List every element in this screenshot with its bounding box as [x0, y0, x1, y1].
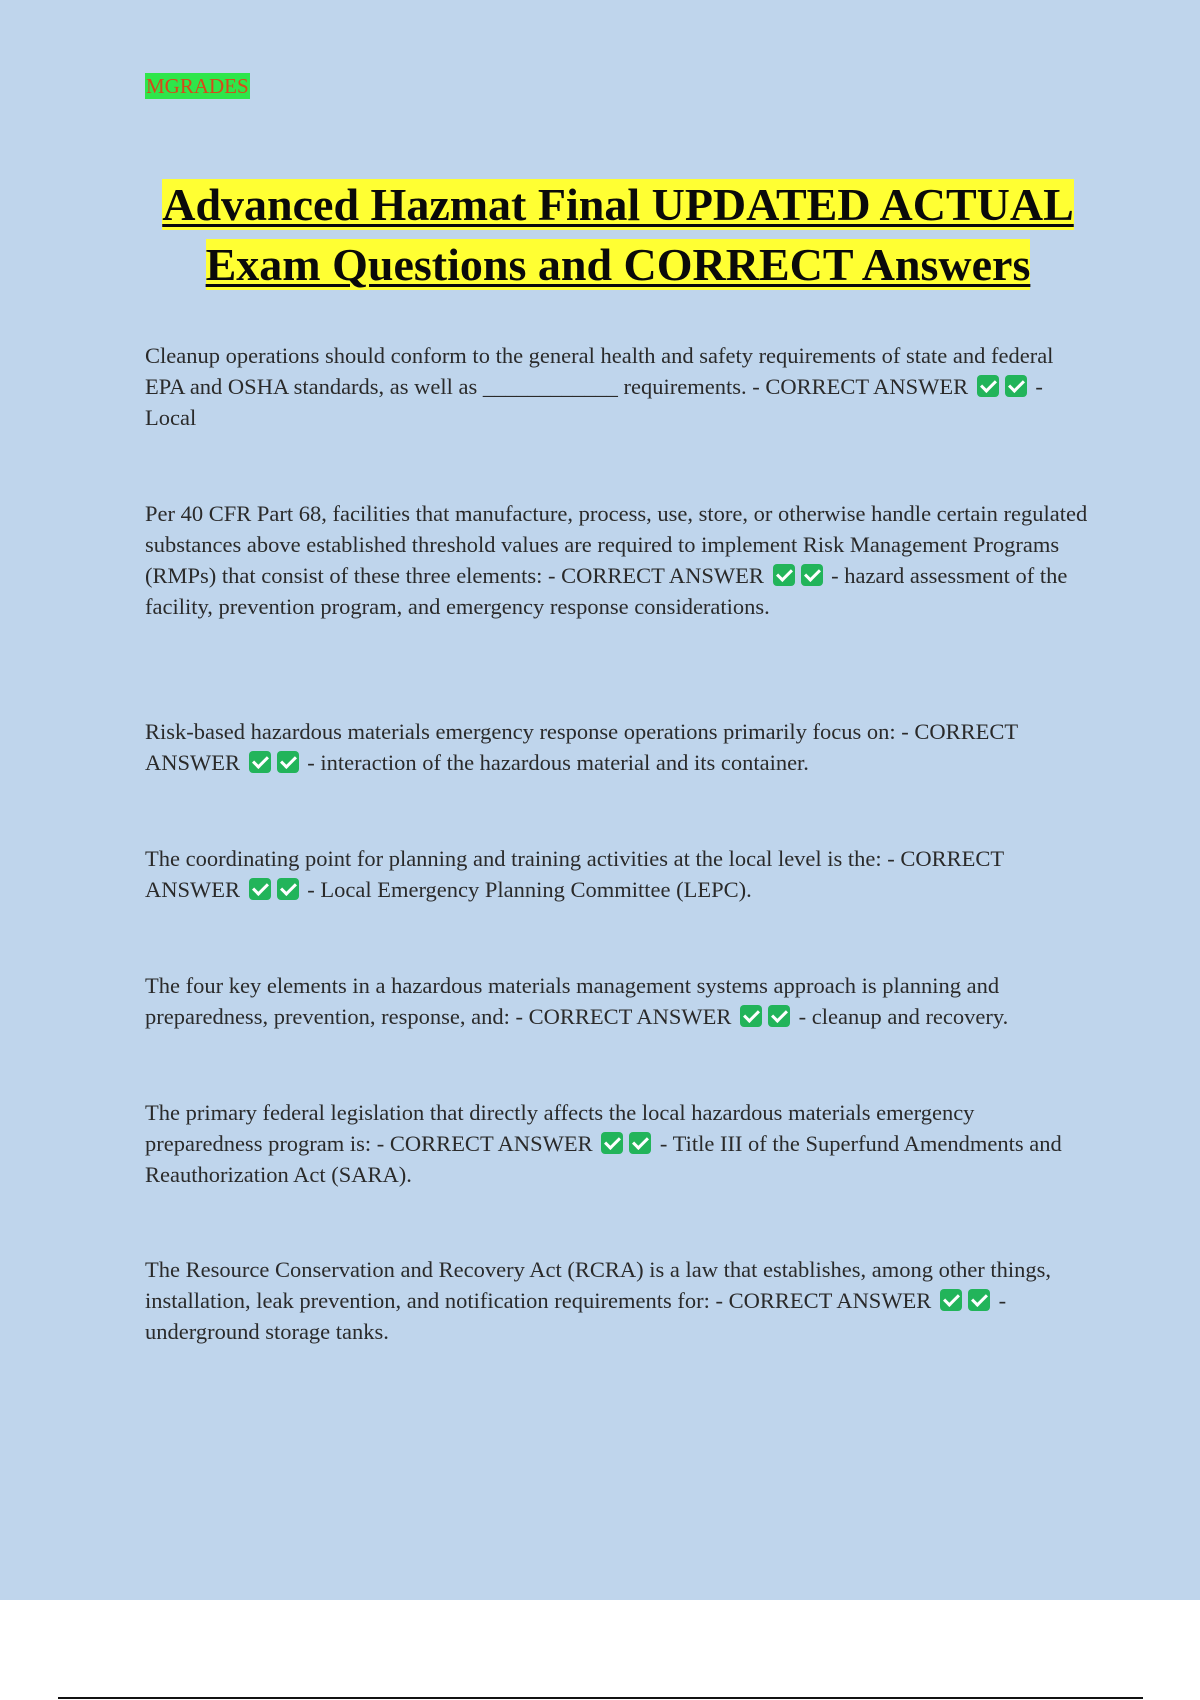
- question-text: The primary federal legislation that directly affects the local hazardous materials emergency preparedness program is: - CORRECT ANSWER: [145, 1100, 975, 1156]
- check-box-icon: [277, 751, 299, 773]
- qa-item: [145, 498, 1090, 622]
- qa-item: [145, 1097, 1090, 1190]
- answer-text: - underground storage tanks.: [145, 1288, 1007, 1344]
- check-box-icon: [940, 1289, 962, 1311]
- check-box-icon: [1005, 375, 1027, 397]
- document-title-text: Advanced Hazmat Final UPDATED ACTUAL Exam Questions and CORRECT Answers: [162, 178, 1074, 290]
- question-text: The coordinating point for planning and training activities at the local level is the: - CORRECT ANSWER: [145, 846, 1004, 902]
- check-box-icon: [249, 751, 271, 773]
- check-box-icon: [768, 1005, 790, 1027]
- check-box-icon: [968, 1289, 990, 1311]
- answer-text: - interaction of the hazardous material and its container.: [307, 750, 809, 775]
- check-box-icon: [277, 878, 299, 900]
- answer-text: - cleanup and recovery.: [798, 1004, 1009, 1029]
- answer-text: - Local Emergency Planning Committee (LEPC).: [307, 877, 752, 902]
- document-title: [120, 175, 1116, 295]
- answer-text: - Local: [145, 374, 1043, 430]
- check-box-icon: [249, 878, 271, 900]
- question-text: Per 40 CFR Part 68, facilities that manufacture, process, use, store, or otherwise handle certain regulated substances above established threshold values are required to implement Risk Management Programs (RMPs) that consist of these three elements: - CORRECT ANSWER: [145, 501, 1088, 588]
- question-text: Cleanup operations should conform to the general health and safety requirements of state and federal EPA and OSHA standards, as well as ____________ requirements. - CORRECT ANSWER: [145, 343, 1054, 399]
- check-box-icon: [977, 375, 999, 397]
- qa-item: [145, 970, 1090, 1032]
- check-box-icon: [740, 1005, 762, 1027]
- brand-label: MGRADES: [146, 74, 249, 98]
- check-box-icon: [601, 1132, 623, 1154]
- qa-item: [145, 1254, 1090, 1347]
- question-text: The Resource Conservation and Recovery Act (RCRA) is a law that establishes, among other things, installation, leak prevention, and notification requirements for: - CORRECT ANSWER: [145, 1257, 1052, 1313]
- check-box-icon: [629, 1132, 651, 1154]
- answer-text: - Title III of the Superfund Amendments and Reauthorization Act (SARA).: [145, 1131, 1062, 1187]
- check-box-icon: [801, 564, 823, 586]
- qa-item: [145, 716, 1090, 778]
- qa-item: [145, 843, 1090, 905]
- question-text: The four key elements in a hazardous materials management systems approach is planning and preparedness, prevention, response, and: - CORRECT ANSWER: [145, 973, 1000, 1029]
- answer-text: - hazard assessment of the facility, prevention program, and emergency response considerations.: [145, 563, 1068, 619]
- question-text: Risk-based hazardous materials emergency response operations primarily focus on: - CORRECT ANSWER: [145, 719, 1018, 775]
- check-box-icon: [773, 564, 795, 586]
- qa-item: [145, 340, 1090, 433]
- footer-divider: [58, 1697, 1143, 1699]
